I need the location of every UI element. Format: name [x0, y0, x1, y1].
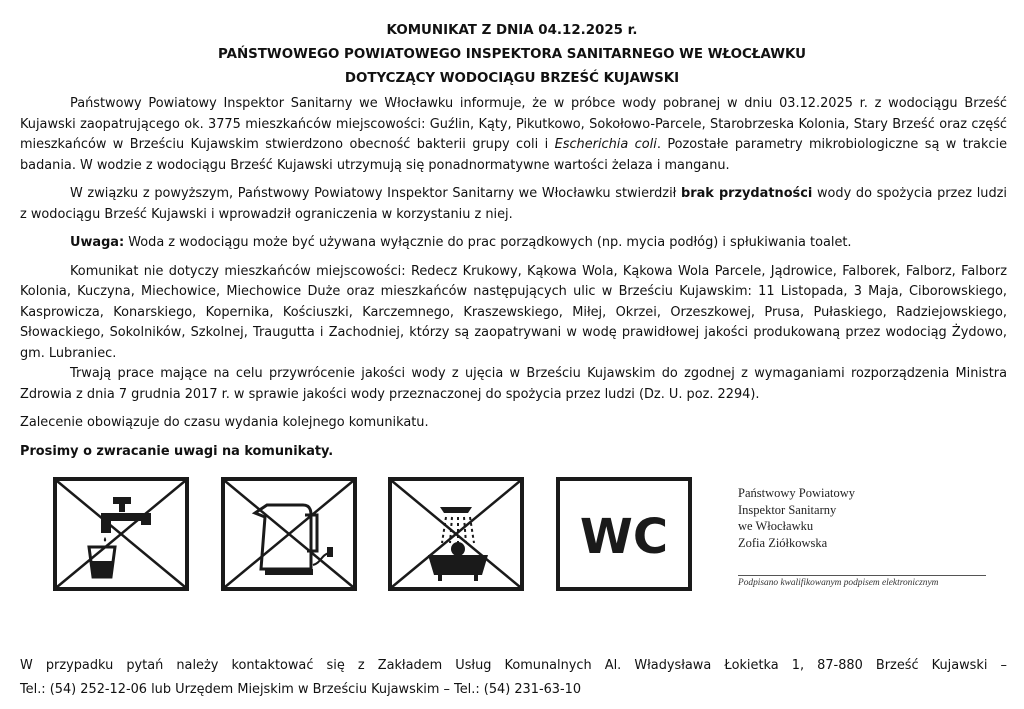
paragraph-decision [20, 184, 1007, 225]
toilet-wc-icon [556, 477, 692, 591]
paragraph-appeal: Prosimy o zwracanie uwagi na komunikaty. [20, 443, 334, 459]
paragraph-warning [20, 233, 1007, 254]
signature-location: we Włocławku [738, 519, 814, 533]
header-issuer: PAŃSTWOWEGO POWIATOWEGO INSPEKTORA SANITARNEGO WE WŁOCŁAWKU [218, 47, 806, 62]
no-drinking-tap-icon [53, 477, 189, 591]
wc-label: WC [579, 509, 669, 565]
document-header [0, 19, 1024, 91]
unfit-phrase: brak przydatności [681, 186, 813, 201]
paragraph-text: Woda z wodociągu może być używana wyłącznie do prac porządkowych (np. mycia podłóg) i spłukiwania toalet. [124, 235, 852, 250]
footer-contact-line-2: Tel.: (54) 252-12-06 lub Urzędem Miejskim w Brześciu Kujawskim – Tel.: (54) 231-63-10 [20, 682, 582, 697]
paragraph-text: W związku z powyższym, Państwowy Powiatowy Inspektor Sanitarny we Włocławku stwierdził [70, 186, 682, 201]
e-signature-note: Podpisano kwalifikowanym podpisem elektronicznym [738, 578, 939, 588]
paragraph-validity: Zalecenie obowiązuje do czasu wydania kolejnego komunikatu. [20, 415, 429, 430]
no-bathing-icon [388, 477, 524, 591]
paragraph-text: . Pozostałe parametry mikrobiologiczne są w trakcie badania. W wodzie z wodociągu Brześć Kujawski utrzymują się ponadnormatywne wartości żelaza i manganu. [20, 137, 1008, 173]
pictogram-row [53, 477, 693, 593]
paragraph-works: Trwają prace mające na celu przywrócenie jakości wody z ujęcia w Brześciu Kujawskim do zgodnej z wymaganiami rozporządzenia Ministra Zdrowia z dnia 7 grudnia 2017 r. w sprawie jakości wody przeznaczonej do spożycia przez ludzi (Dz. U. poz. 2294). [20, 366, 1007, 402]
signatory-name: Zofia Ziółkowska [738, 535, 828, 550]
paragraph-text: wody do spożycia przez ludzi z wodociągu Brześć Kujawski i wprowadził ograniczenia w korzystaniu z niej. [20, 186, 1007, 222]
paragraph-text: Państwowy Powiatowy Inspektor Sanitarny we Włocławku informuje, że w próbce wody pobranej w dniu 03.12.2025 r. z wodociągu Brześć Kujawski zaopatrującego ok. 3775 mieszkańców miejscowości: Guźlin, Kąty, Pikutkowo, Sokołowo-Parcele, Starobrzeska Kolonia, Stary Brześć oraz część mieszkańców w Brześciu Kujawskim stwierdzono obecność bakterii grupy coli i [20, 96, 1007, 152]
contact-footer [20, 654, 1007, 702]
paragraph-exclusions: Komunikat nie dotyczy mieszkańców miejscowości: Redecz Krukowy, Kąkowa Wola, Kąkowa Wola Parcele, Jądrowice, Falborek, Falborz, Falborz Kolonia, Kuczyna, Miechowice, Miechowice Duże oraz mieszkańców następujących ulic w Brześciu Kujawskim: 11 Listopada, 3 Maja, Ciborowskiego, Kasprowicza, Konarskiego, Kopernika, Kościuszki, Karczemnego, Kraszewskiego, Miłej, Okrzei, Orzeszkowej, Prusa, Pułaskiego, Radziejowskiego, Słowackiego, Sokolników, Szkolnej, Traugutta i Zachodniej, którzy są zaopatrywani w wodę prawidłowej jakości produkowaną przez wodociąg Żydowo, gm. Lubraniec. [20, 263, 1007, 361]
paragraph-findings [20, 94, 1007, 176]
header-title: KOMUNIKAT Z DNIA 04.12.2025 r. [386, 23, 638, 38]
no-kettle-icon [221, 477, 357, 591]
signature-title-2: Inspektor Sanitarny [738, 502, 837, 517]
document-body [20, 94, 1007, 462]
header-subject: DOTYCZĄCY WODOCIĄGU BRZEŚĆ KUJAWSKI [344, 71, 680, 86]
bacteria-name: Escherichia coli [554, 137, 657, 152]
signature-block [738, 485, 988, 590]
signature-title-1: Państwowy Powiatowy [738, 486, 856, 500]
footer-contact-line-1: W przypadku pytań należy kontaktować się z Zakładem Usług Komunalnych Al. Władysława Łokietka 1, 87-880 Brześć Kujawski – [20, 658, 1007, 673]
warning-label: Uwaga: [70, 235, 125, 250]
